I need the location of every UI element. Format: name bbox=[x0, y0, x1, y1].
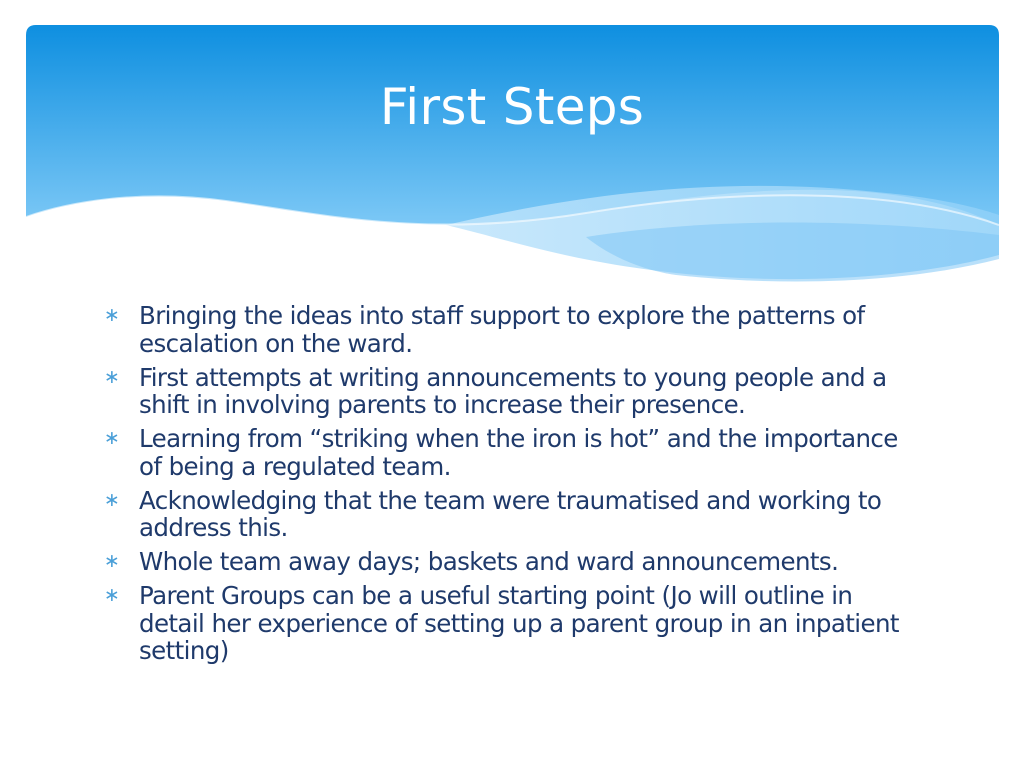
asterisk-bullet-icon: ∗ bbox=[104, 488, 120, 511]
asterisk-bullet-icon: ∗ bbox=[104, 304, 120, 326]
bullet-text: First attempts at writing announcements to young people and a shift in involving parents to increase their presence. bbox=[139, 362, 887, 419]
asterisk-bullet-icon: ∗ bbox=[104, 365, 120, 388]
list-item bbox=[104, 302, 924, 357]
asterisk-bullet-icon: ∗ bbox=[104, 427, 120, 449]
bullet-text: Learning from “striking when the iron is hot” and the importance of being a regulated team. bbox=[139, 424, 898, 481]
list-item bbox=[104, 582, 924, 665]
header-wave-graphic bbox=[26, 25, 999, 285]
bullet-text: Acknowledging that the team were traumatised and working to address this. bbox=[139, 485, 882, 542]
bullet-list bbox=[104, 302, 924, 665]
list-item bbox=[104, 548, 924, 576]
slide-content bbox=[104, 302, 924, 671]
asterisk-bullet-icon: ∗ bbox=[104, 550, 120, 572]
list-item bbox=[104, 487, 924, 542]
bullet-text: Whole team away days; baskets and ward announcements. bbox=[139, 547, 839, 576]
header-banner bbox=[26, 25, 999, 285]
asterisk-bullet-icon: ∗ bbox=[104, 584, 120, 606]
bullet-text: Bringing the ideas into staff support to explore the patterns of escalation on the ward. bbox=[139, 301, 865, 358]
bullet-text: Parent Groups can be a useful starting point (Jo will outline in detail her experience of setting up a parent group in an inpatient setting) bbox=[139, 581, 899, 665]
slide-title: First Steps bbox=[379, 78, 645, 136]
list-item bbox=[104, 364, 924, 419]
list-item bbox=[104, 425, 924, 480]
